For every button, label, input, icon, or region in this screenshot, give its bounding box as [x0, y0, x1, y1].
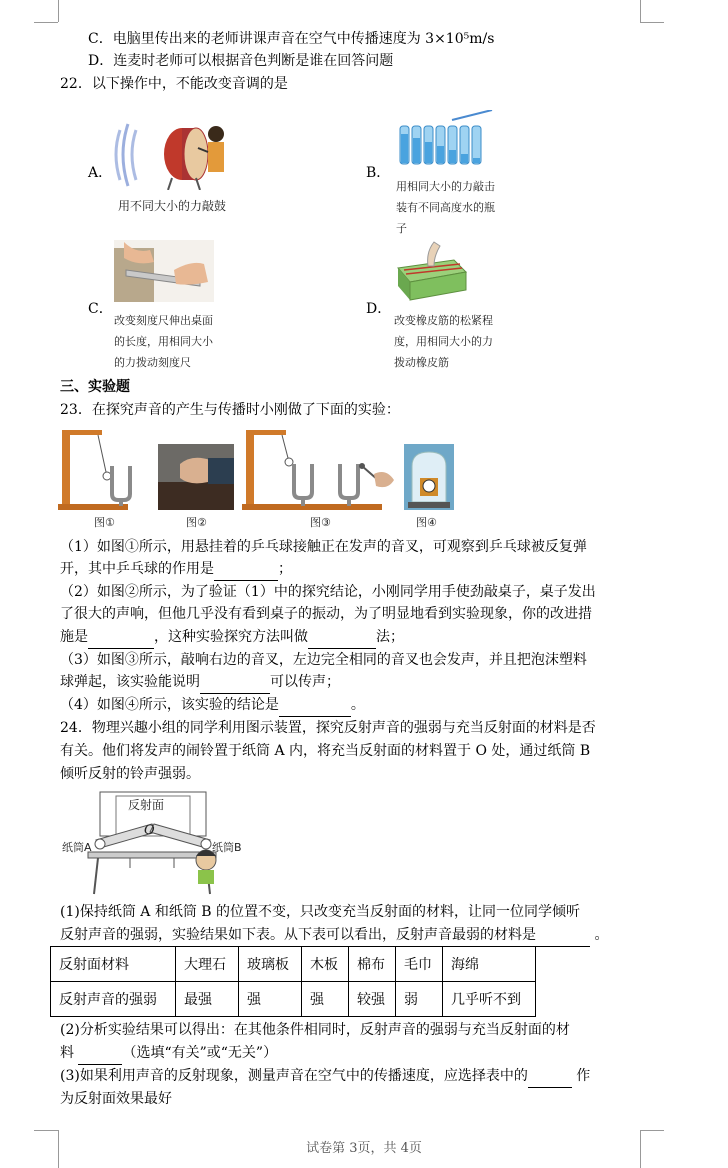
q22-option-c-letter: C． — [88, 301, 113, 317]
corner-mark-bottom-right-h — [640, 1130, 664, 1131]
answer-blank[interactable] — [279, 694, 351, 717]
point-o-label: O — [144, 823, 155, 838]
figure-1-label: 图① — [94, 516, 115, 529]
q23-part2-line2: 了很大的声响，但他几乎没有看到桌子的振动，为了明显地看到实验现象，你的改进措 — [60, 606, 592, 622]
figure-4-bell-jar — [404, 444, 454, 510]
rubber-band-box-illustration — [394, 238, 470, 302]
answer-blank[interactable] — [88, 626, 154, 649]
q23-figures — [58, 424, 458, 534]
q21-option-d: D．连麦时老师可以根据音色判断是谁在回答问题 — [88, 53, 394, 69]
answer-blank[interactable] — [308, 626, 376, 649]
q22-option-a-caption: 用不同大小的力敲鼓 — [118, 199, 227, 213]
q23-part2-line3: 施是 ，这种实验探究方法叫做 法； — [60, 626, 404, 649]
section-heading: 三、实验题 — [60, 379, 130, 395]
corner-mark-bottom-left-h — [34, 1130, 58, 1131]
q23-part1-line1: （1）如图①所示，用悬挂着的乒乓球接触正在发声的音叉，可观察到乒乓球被反复弹 — [60, 539, 587, 555]
table-cell: 最强 — [176, 982, 239, 1017]
q22-option-a-letter: A． — [88, 165, 113, 181]
q22-option-c-caption-1: 改变刻度尺伸出桌面 — [114, 314, 213, 327]
q22-option-d-caption-1: 改变橡皮筋的松紧程 — [394, 314, 493, 327]
table-row — [51, 947, 536, 982]
q22-option-d-caption-3: 拨动橡皮筋 — [394, 356, 449, 369]
q22-option-c-caption-2: 的长度，用相同大小 — [114, 335, 213, 348]
table-cell: 海绵 — [443, 947, 536, 982]
corner-mark-top-left-h — [34, 22, 58, 23]
corner-mark-top-left — [58, 0, 59, 22]
table-cell: 几乎听不到 — [443, 982, 536, 1017]
tube-a-label: 纸筒A — [62, 841, 92, 854]
q22-option-d-caption-2: 度，用相同大小的力 — [394, 335, 493, 348]
q22-option-b-letter: B． — [366, 165, 391, 181]
table-cell: 强 — [239, 982, 302, 1017]
table-cell: 木板 — [302, 947, 349, 982]
q21-option-c: C．电脑里传出来的老师讲课声音在空气中传播速度为 3×10⁵m/s — [88, 31, 495, 47]
table-cell: 较强 — [349, 982, 396, 1017]
table-cell: 大理石 — [176, 947, 239, 982]
q22-option-b-caption-3: 子 — [396, 222, 407, 235]
q24-part3-line1: (3)如果利用声音的反射现象，测量声音在空气中的传播速度，应选择表中的 作 — [60, 1065, 590, 1088]
answer-blank[interactable] — [536, 924, 590, 947]
table-cell: 玻璃板 — [239, 947, 302, 982]
drum-illustration — [112, 118, 232, 190]
ruler-illustration — [114, 240, 214, 302]
q22-option-b-caption-2: 装有不同高度水的瓶 — [396, 201, 495, 214]
q24-part2-line2: 料 （选填“有关”或“无关”） — [60, 1042, 277, 1065]
page-footer: 试卷第 3页，共 4页 — [306, 1141, 422, 1156]
table-header-cell: 反射面材料 — [51, 947, 176, 982]
table-header-cell: 反射声音的强弱 — [51, 982, 176, 1017]
corner-mark-top-right — [640, 0, 641, 22]
q22-stem: 22．以下操作中，不能改变音调的是 — [60, 76, 288, 92]
q24-part1-line2: 反射声音的强弱，实验结果如下表。从下表可以看出，反射声音最弱的材料是 。 — [60, 924, 608, 947]
q22-option-d-letter: D． — [366, 301, 392, 317]
q24-part2-line1: (2)分析实验结果可以得出：在其他条件相同时，反射声音的强弱与充当反射面的材 — [60, 1022, 570, 1038]
figure-3-label: 图③ — [310, 516, 331, 529]
tube-b-label: 纸筒B — [212, 841, 242, 854]
q23-part3-line1: （3）如图③所示，敲响右边的音叉，左边完全相同的音叉也会发声，并且把泡沫塑料 — [60, 652, 587, 668]
figure-2-label: 图② — [186, 516, 207, 529]
q24-stem-line3: 倾听反射的铃声强弱。 — [60, 766, 200, 782]
answer-blank[interactable] — [214, 558, 278, 581]
q23-part4: （4）如图④所示，该实验的结论是 。 — [60, 694, 365, 717]
reflection-results-table — [50, 946, 536, 1017]
q22-option-b-caption-1: 用相同大小的力敲击 — [396, 180, 495, 193]
figure-4-label: 图④ — [416, 516, 437, 529]
q24-stem-line1: 24．物理兴趣小组的同学利用图示装置，探究反射声音的强弱与充当反射面的材料是否 — [60, 720, 596, 736]
figure-2-hand-table — [158, 444, 234, 510]
corner-mark-top-right-h — [640, 22, 664, 23]
bottles-illustration — [396, 110, 496, 170]
q24-part1-line1: (1)保持纸筒 A 和纸筒 B 的位置不变，只改变充当反射面的材料，让同一位同学倾听 — [60, 904, 581, 920]
table-cell: 毛巾 — [396, 947, 443, 982]
table-row — [51, 982, 536, 1017]
figure-1-tuning-fork-ball — [58, 430, 130, 510]
q23-stem: 23．在探究声音的产生与传播时小刚做了下面的实验： — [60, 402, 400, 418]
answer-blank[interactable] — [528, 1065, 572, 1088]
table-cell: 弱 — [396, 982, 443, 1017]
q23-part1-line2: 开，其中乒乓球的作用是 ； — [60, 558, 292, 581]
q24-part3-line2: 为反射面效果最好 — [60, 1091, 172, 1107]
q23-part2-line1: （2）如图②所示，为了验证（1）中的探究结论，小刚同学用手使劲敲桌子，桌子发出 — [60, 584, 596, 600]
figure-3-two-tuning-forks — [242, 430, 394, 510]
table-cell: 强 — [302, 982, 349, 1017]
q23-part3-line2: 球弹起，该实验能说明 可以传声； — [60, 671, 340, 694]
q24-stem-line2: 有关。他们将发声的闹铃置于纸筒 A 内，将充当反射面的材料置于 O 处，通过纸筒 B — [60, 743, 591, 759]
answer-blank[interactable] — [200, 671, 270, 694]
q22-option-c-caption-3: 的力拨动刻度尺 — [114, 356, 191, 369]
answer-blank[interactable] — [78, 1042, 122, 1065]
reflect-surface-label: 反射面 — [128, 798, 165, 812]
table-cell: 棉布 — [349, 947, 396, 982]
